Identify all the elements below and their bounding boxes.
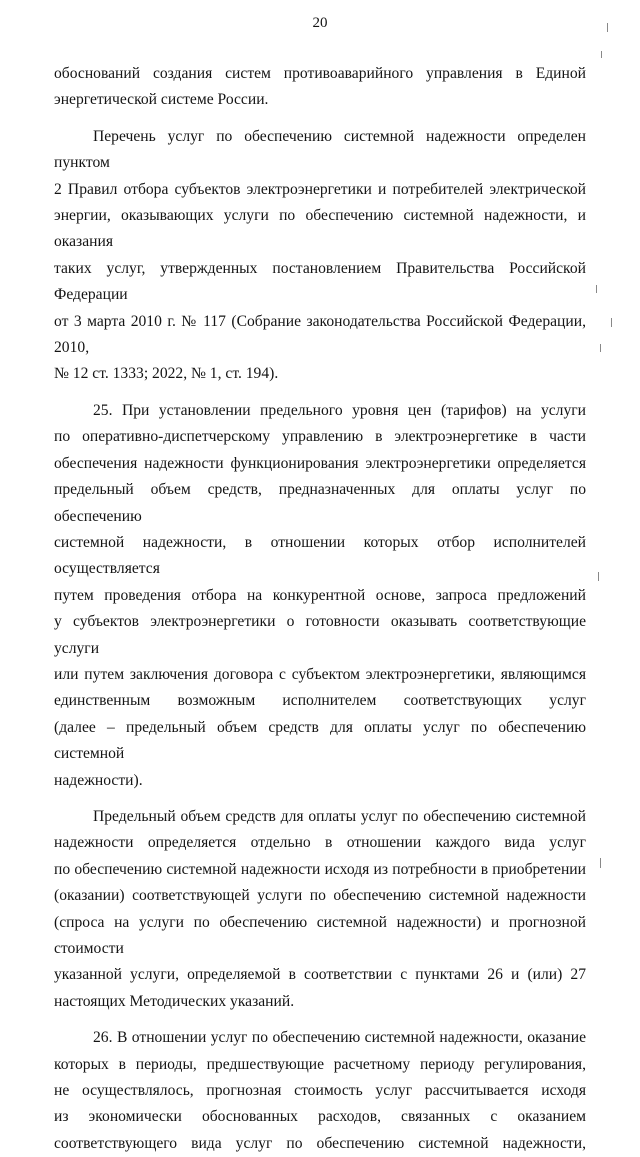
paragraph-3 xyxy=(54,398,586,794)
scan-mark xyxy=(611,318,612,327)
paragraph-4 xyxy=(54,804,586,1015)
text-line: Предельный объем средств для оплаты услуг по обеспечению системной xyxy=(93,807,586,825)
text-line: энергии, оказывающих услуги по обеспечению системной надежности, и оказания xyxy=(54,207,586,251)
text-line: 2 Правил отбора субъектов электроэнергетики и потребителей электрической xyxy=(54,180,586,198)
text-line: предельный объем средств, предназначенных для оплаты услуг по обеспечению xyxy=(54,481,586,525)
text-line: (оказании) соответствующей услуги по обеспечению системной надежности xyxy=(54,887,586,905)
text-line: не осуществлялось, прогнозная стоимость услуг рассчитывается исходя xyxy=(54,1082,586,1100)
text-line: по обеспечению системной надежности исходя из потребности в приобретении xyxy=(54,860,586,878)
text-line: или путем заключения договора с субъектом электроэнергетики, являющимся xyxy=(54,665,586,683)
scan-mark xyxy=(600,344,601,352)
text-line: единственным возможным исполнителем соответствующих услуг xyxy=(54,692,586,710)
text-line: (спроса на услуги по обеспечению системной надежности) и прогнозной стоимости xyxy=(54,913,586,957)
text-line: таких услуг, утвержденных постановлением Правительства Российской Федерации xyxy=(54,259,586,304)
text-line: у субъектов электроэнергетики о готовности оказывать соответствующие услуги xyxy=(54,613,586,657)
text-line: 25. При установлении предельного уровня цен (тарифов) на услуги xyxy=(93,401,586,419)
scan-mark xyxy=(607,23,608,32)
text-line: путем проведения отбора на конкурентной основе, запроса предложений xyxy=(54,586,586,604)
text-line: настоящих Методических указаний. xyxy=(54,992,295,1010)
text-line: надежности определяется отдельно в отношении каждого вида услуг xyxy=(54,834,586,852)
document-body xyxy=(54,61,586,1157)
text-line: которых в периоды, предшествующие расчетному периоду регулирования, xyxy=(54,1055,586,1073)
scan-mark xyxy=(596,285,597,293)
text-line: от 3 марта 2010 г. № 117 (Собрание законодательства Российской Федерации, 2010, xyxy=(54,312,586,357)
text-line: энергетической системе России. xyxy=(54,91,269,109)
text-line: из экономически обоснованных расходов, связанных с оказанием xyxy=(54,1108,586,1126)
page-number: 20 xyxy=(312,15,328,31)
scan-mark xyxy=(600,858,601,868)
text-line: по оперативно-диспетчерскому управлению в электроэнергетике в части xyxy=(54,428,586,446)
text-line: обоснований создания систем противоаварийного управления в Единой xyxy=(54,65,586,82)
text-line: Перечень услуг по обеспечению системной надежности определен пунктом xyxy=(54,127,586,172)
text-line: (далее – предельный объем средств для оплаты услуг по обеспечению системной xyxy=(54,718,586,763)
text-line: надежности). xyxy=(54,771,143,789)
paragraph-2 xyxy=(54,124,586,388)
text-line: № 12 ст. 1333; 2022, № 1, ст. 194). xyxy=(54,365,279,383)
text-line: обеспечения надежности функционирования электроэнергетики определяется xyxy=(54,454,586,472)
scan-mark xyxy=(601,51,602,58)
paragraph-5 xyxy=(54,1025,586,1157)
paragraph-1 xyxy=(54,61,586,114)
text-line: системной надежности, в отношении которых отбор исполнителей осуществляется xyxy=(54,533,586,578)
text-line: соответствующего вида услуг по обеспечению системной надежности, xyxy=(54,1134,586,1152)
scan-mark xyxy=(598,572,599,581)
text-line: указанной услуги, определяемой в соответствии с пунктами 26 и (или) 27 xyxy=(54,966,586,984)
text-line: 26. В отношении услуг по обеспечению системной надежности, оказание xyxy=(93,1029,586,1047)
